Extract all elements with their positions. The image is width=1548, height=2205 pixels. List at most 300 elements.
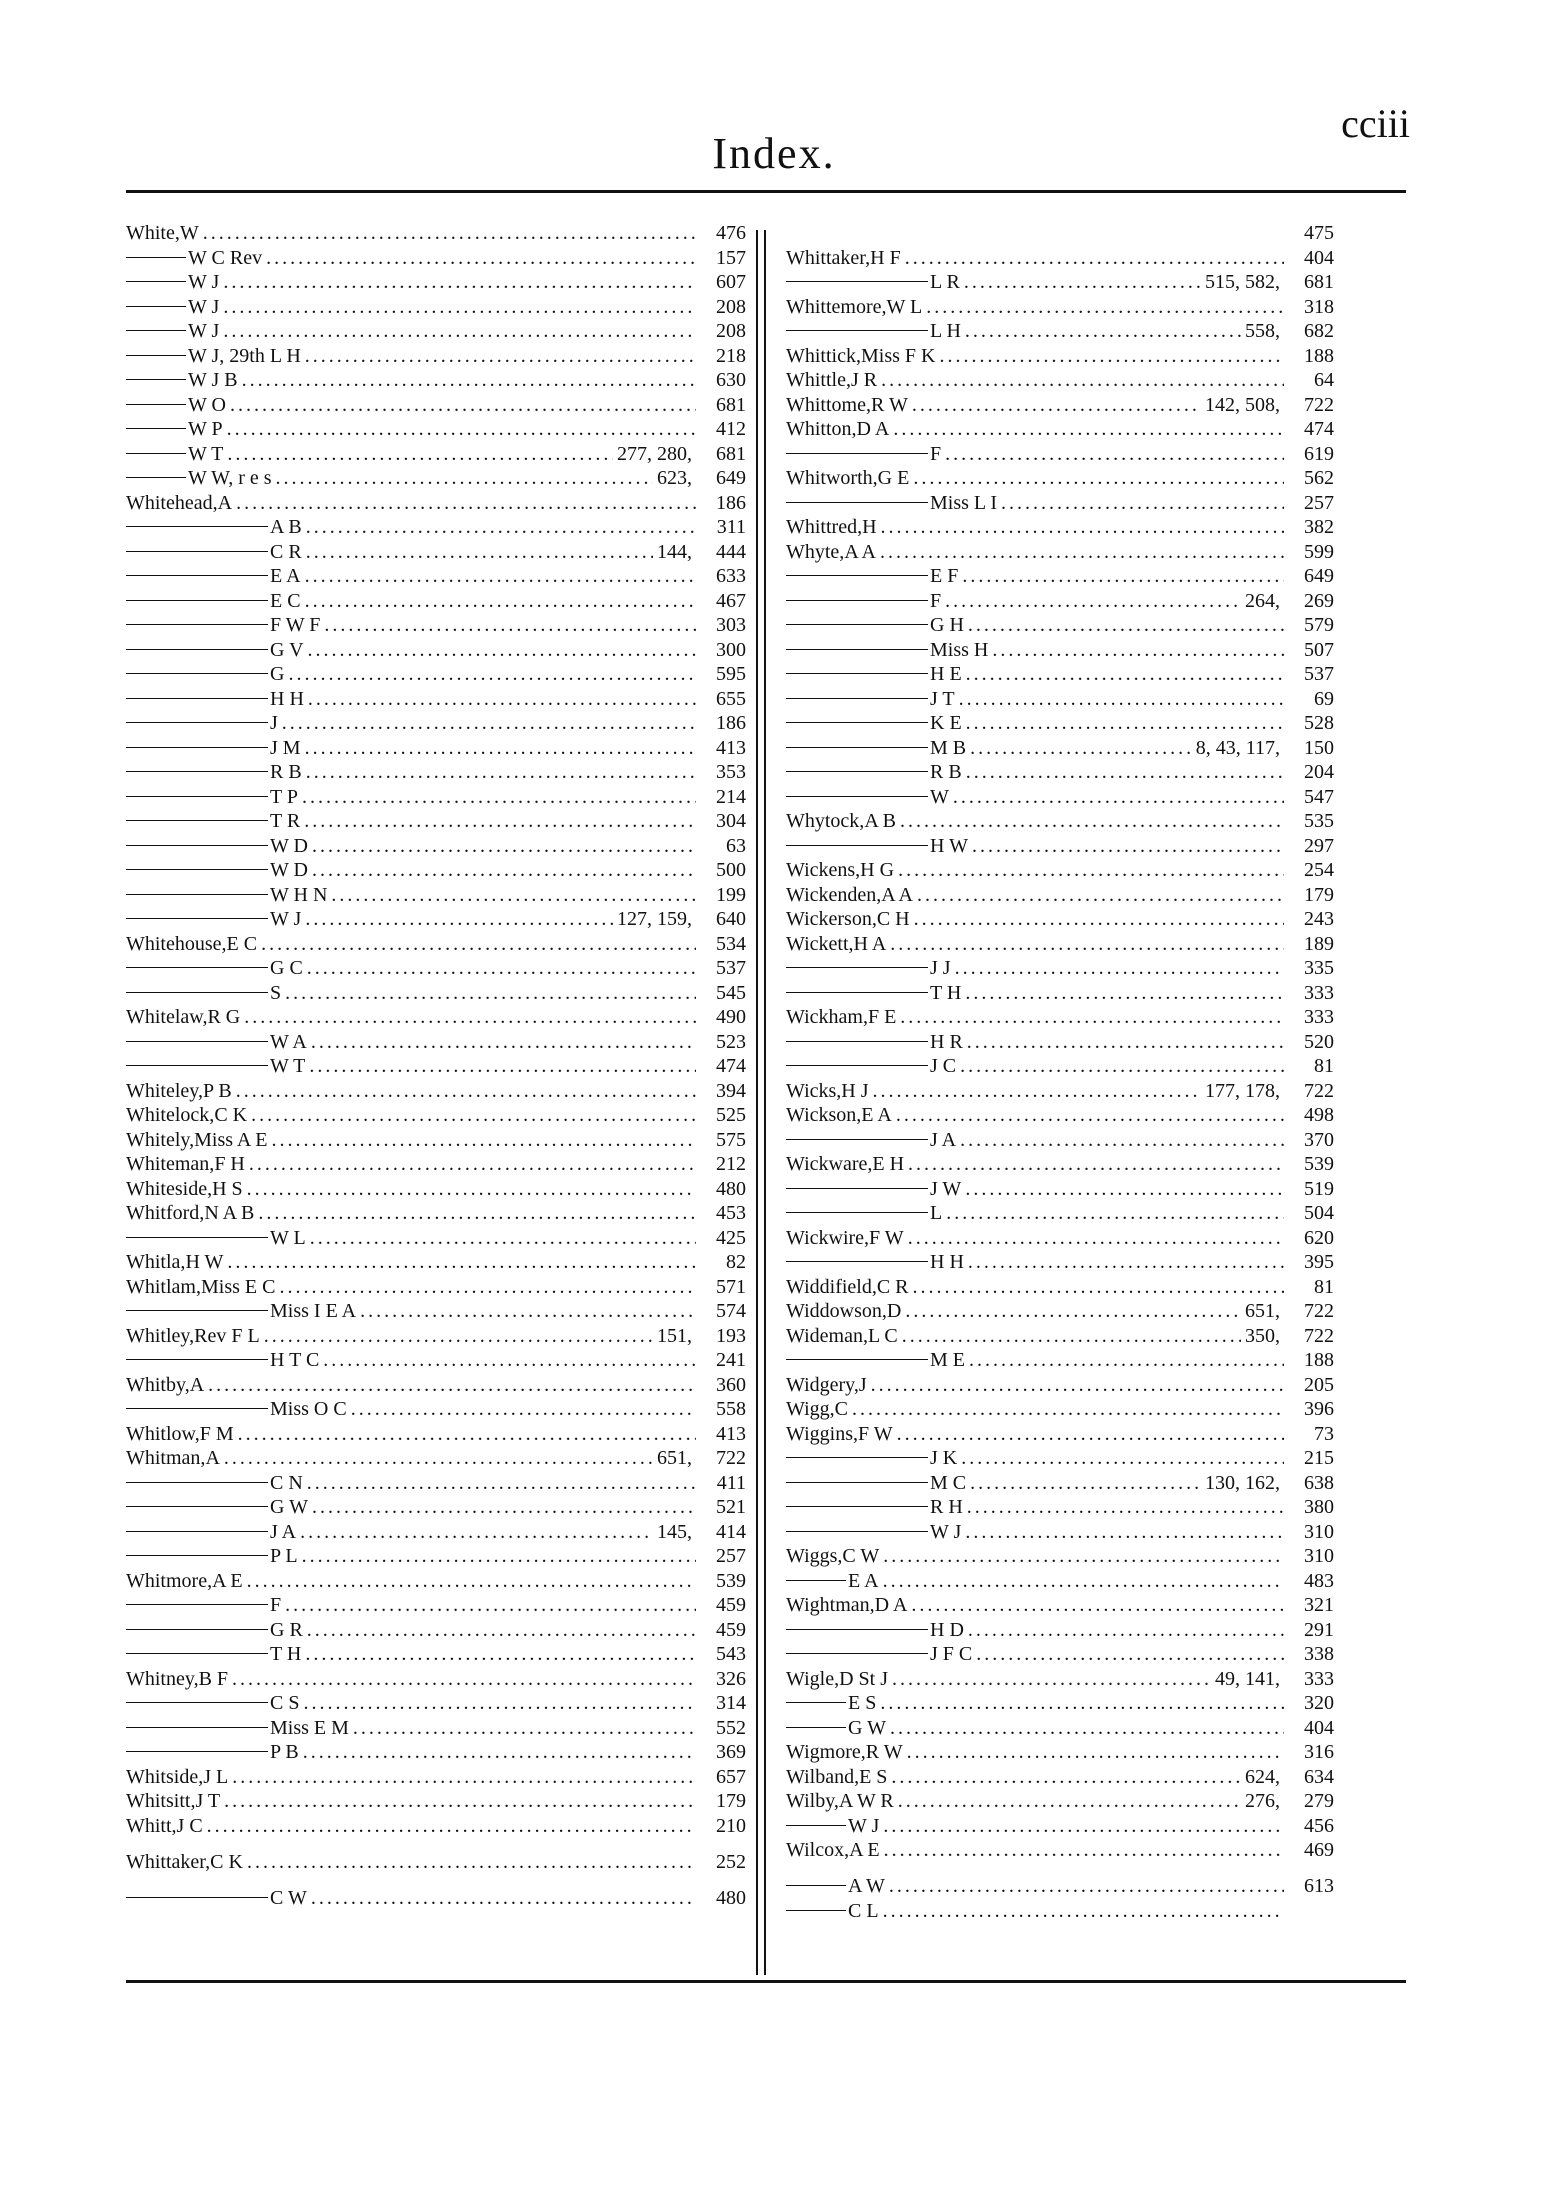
page-ref: 425 <box>716 1226 746 1249</box>
initials: F W <box>857 1422 893 1445</box>
leader-dots <box>244 1006 696 1029</box>
leader-dots <box>300 1521 653 1544</box>
surname: Wickerson, <box>786 908 877 930</box>
initials: A W R <box>838 1790 894 1812</box>
index-entry <box>126 320 746 345</box>
leader-dots <box>227 443 613 466</box>
index-entry <box>126 737 746 762</box>
ditto-dash <box>786 502 928 503</box>
initials: W T <box>270 1055 306 1077</box>
surname: Wickwire, <box>786 1226 870 1249</box>
initials: C N <box>270 1471 303 1494</box>
page-ref: 498 <box>1304 1104 1334 1126</box>
page-ref: 444 <box>716 540 746 563</box>
index-entry <box>126 1178 746 1203</box>
initials: D A <box>874 1594 908 1616</box>
surname: Whittick, <box>786 344 861 367</box>
leader-dots <box>223 271 696 294</box>
leader-dots <box>911 1594 1284 1617</box>
page-ref: 633 <box>716 565 746 587</box>
index-entry <box>786 492 1334 517</box>
ditto-dash <box>786 1212 928 1213</box>
page-ref: 353 <box>716 761 746 783</box>
surname: Whittaker, <box>126 1850 211 1873</box>
index-entry <box>126 1815 746 1851</box>
index-entry <box>786 1717 1334 1742</box>
page-ref: 579 <box>1304 614 1334 636</box>
initials: L R <box>930 271 960 293</box>
index-entry <box>126 1006 746 1031</box>
index-entry <box>126 1472 746 1497</box>
additional-pages: 145, <box>657 1520 692 1543</box>
leader-dots <box>955 957 1284 980</box>
surname: Whitley, <box>126 1324 195 1347</box>
leader-dots <box>285 982 696 1005</box>
index-entry <box>126 1668 746 1693</box>
page-ref: 574 <box>716 1300 746 1322</box>
additional-pages: 515, 582, <box>1205 271 1280 293</box>
page-ref: 504 <box>1304 1202 1334 1224</box>
index-entry <box>126 1300 746 1325</box>
index-entry <box>786 222 1334 247</box>
surname: Whitelaw, <box>126 1006 208 1028</box>
index-entry <box>126 1104 746 1129</box>
leader-dots <box>970 737 1192 760</box>
index-entry <box>786 1202 1334 1227</box>
index-entry <box>786 1766 1334 1791</box>
leader-dots <box>307 957 696 980</box>
page-ref: 539 <box>1304 1153 1334 1175</box>
initials: J A <box>930 1128 957 1151</box>
index-entry <box>786 1545 1334 1570</box>
page-ref: 490 <box>716 1006 746 1028</box>
page-ref: 500 <box>716 859 746 881</box>
initials: W J <box>188 271 220 293</box>
initials: F M <box>199 1422 234 1445</box>
index-entry <box>786 1031 1334 1056</box>
surname: Widdowson, <box>786 1300 887 1322</box>
index-entry <box>786 1790 1334 1815</box>
page-ref: 333 <box>1304 1006 1334 1028</box>
leader-dots <box>873 1080 1201 1103</box>
page-ref: 404 <box>1304 1716 1334 1739</box>
ditto-dash <box>126 1310 268 1311</box>
leader-dots <box>304 810 696 833</box>
initials: A <box>189 1373 205 1396</box>
additional-pages: 177, 178, <box>1205 1079 1280 1102</box>
page-ref: 316 <box>1304 1741 1334 1763</box>
leader-dots <box>247 1570 696 1593</box>
initials: R W <box>865 1741 903 1763</box>
page-ref: 599 <box>1304 540 1334 563</box>
page-ref: 310 <box>1304 1545 1334 1567</box>
leader-dots <box>953 786 1284 809</box>
page-ref: 208 <box>716 295 746 318</box>
page-ref: 474 <box>716 1055 746 1077</box>
surname: Wilcox, <box>786 1839 850 1861</box>
right-index-column <box>786 222 1334 1924</box>
page-ref: 291 <box>1304 1618 1334 1641</box>
initials: W H N <box>270 883 328 906</box>
leader-dots <box>276 467 653 490</box>
index-entry <box>126 418 746 443</box>
leader-dots <box>890 1717 1284 1740</box>
page-ref: 634 <box>1304 1765 1334 1788</box>
ditto-dash <box>126 526 268 527</box>
page-ref: 210 <box>716 1814 746 1837</box>
page-ref: 243 <box>1304 908 1334 930</box>
surname: Whitside, <box>126 1765 204 1788</box>
initials: E H <box>872 1153 905 1175</box>
page-ref: 215 <box>1304 1447 1334 1469</box>
leader-dots <box>880 541 1284 564</box>
ditto-dash <box>786 1506 928 1507</box>
page-ref: 640 <box>716 908 746 930</box>
index-entry <box>786 688 1334 713</box>
index-entry <box>786 933 1334 958</box>
initials: A W <box>848 1875 885 1897</box>
ditto-dash <box>126 330 186 331</box>
index-entry <box>126 1080 746 1105</box>
ditto-dash <box>126 551 268 552</box>
leader-dots <box>962 565 1284 588</box>
page-ref: 64 <box>1314 369 1334 391</box>
index-entry <box>126 271 746 296</box>
leader-dots <box>913 1276 1284 1299</box>
index-entry <box>786 1521 1334 1546</box>
page-ref: 188 <box>1304 1349 1334 1371</box>
leader-dots <box>324 614 696 637</box>
surname: Whitelock, <box>126 1104 215 1126</box>
page-ref: 396 <box>1304 1398 1334 1420</box>
leader-dots <box>230 394 696 417</box>
index-entry <box>786 418 1334 443</box>
additional-pages: 624, <box>1245 1765 1280 1788</box>
initials: J M <box>270 736 301 759</box>
page-ref: 394 <box>716 1079 746 1102</box>
page-ref: 188 <box>1304 344 1334 367</box>
page-ref: 507 <box>1304 638 1334 661</box>
ditto-dash <box>786 845 928 846</box>
leader-dots <box>965 982 1284 1005</box>
top-rule <box>126 190 1406 193</box>
surname: Wickens, <box>786 859 861 881</box>
initials: F <box>930 589 942 612</box>
index-entry <box>126 492 746 517</box>
leader-dots <box>966 712 1284 735</box>
initials: C S <box>270 1692 300 1714</box>
initials: R W <box>870 393 908 416</box>
page-ref: 552 <box>716 1716 746 1739</box>
page-ref: 657 <box>716 1765 746 1788</box>
leader-dots <box>926 296 1284 319</box>
page-ref: 69 <box>1314 687 1334 710</box>
surname: Widdifield, <box>786 1275 877 1298</box>
index-entry <box>126 1227 746 1252</box>
leader-dots <box>966 663 1284 686</box>
initials: M E <box>930 1349 965 1371</box>
leader-dots <box>893 418 1284 441</box>
initials: P L <box>270 1545 298 1567</box>
page-ref: 380 <box>1304 1496 1334 1518</box>
ditto-dash <box>126 575 268 576</box>
leader-dots <box>965 320 1241 343</box>
ditto-dash <box>786 1065 928 1066</box>
additional-pages: 8, 43, 117, <box>1195 736 1280 759</box>
index-entry <box>126 1496 746 1521</box>
index-entry <box>126 933 746 958</box>
index-entry <box>786 1251 1334 1276</box>
leader-dots <box>360 1300 696 1323</box>
initials: B F <box>198 1667 229 1690</box>
index-entry <box>126 884 746 909</box>
index-entry <box>126 1594 746 1619</box>
leader-dots <box>961 1447 1284 1470</box>
page-ref: 558 <box>716 1398 746 1420</box>
index-entry <box>126 859 746 884</box>
initials: H J <box>841 1079 869 1102</box>
surname: Wigmore, <box>786 1741 866 1763</box>
page-ref: 630 <box>716 369 746 391</box>
index-entry <box>126 908 746 933</box>
surname: Wightman, <box>786 1594 875 1616</box>
index-entry <box>786 1815 1334 1840</box>
index-entry <box>786 1349 1334 1374</box>
surname: Whitford, <box>126 1202 205 1224</box>
leader-dots <box>312 1496 696 1519</box>
ditto-dash <box>786 575 928 576</box>
leader-dots <box>889 1875 1284 1898</box>
ditto-dash <box>786 1041 928 1042</box>
ditto-dash <box>126 1408 268 1409</box>
initials: Miss H <box>930 638 989 661</box>
ditto-dash <box>786 771 928 772</box>
initials: H F <box>870 246 901 269</box>
initials: D A <box>856 418 890 440</box>
leader-dots <box>308 688 696 711</box>
index-entry <box>126 614 746 639</box>
page-ref: 404 <box>1304 246 1334 269</box>
initials: G C <box>270 957 303 979</box>
page-ref: 528 <box>1304 712 1334 734</box>
surname: Whitby, <box>126 1373 190 1396</box>
leader-dots <box>945 443 1284 466</box>
index-entry <box>786 247 1334 272</box>
initials: P B <box>270 1741 299 1763</box>
initials: H D <box>930 1618 964 1641</box>
ditto-dash <box>126 600 268 601</box>
initials: Miss O C <box>270 1398 347 1420</box>
index-entry <box>786 296 1334 321</box>
page-ref: 186 <box>716 712 746 734</box>
initials: G <box>270 663 285 685</box>
leader-dots <box>285 1594 696 1617</box>
additional-pages: 144, <box>657 540 692 563</box>
index-entry <box>786 320 1334 345</box>
initials: A <box>205 1447 220 1469</box>
leader-dots <box>939 345 1284 368</box>
leader-dots <box>323 1349 696 1372</box>
index-entry <box>786 1496 1334 1521</box>
ditto-dash <box>786 600 928 601</box>
page-ref: 655 <box>716 687 746 710</box>
initials: Miss I E A <box>270 1300 357 1322</box>
initials: W D <box>270 834 308 857</box>
initials: W L <box>886 295 923 318</box>
page-ref: 649 <box>716 467 746 489</box>
initials: J T <box>930 687 955 710</box>
index-entry <box>126 1031 746 1056</box>
surname: Whiteman, <box>126 1153 215 1175</box>
initials: W T <box>188 442 224 465</box>
page-ref: 681 <box>716 442 746 465</box>
initials: L C <box>867 1324 898 1347</box>
ditto-dash <box>126 453 186 454</box>
surname: Wickson, <box>786 1104 862 1126</box>
page-ref: 333 <box>1304 1667 1334 1690</box>
page-ref: 254 <box>1304 859 1334 881</box>
page-title: Index. <box>712 129 836 178</box>
surname: Wilby, <box>786 1790 839 1812</box>
ditto-dash <box>126 1506 268 1507</box>
ditto-dash <box>126 428 186 429</box>
index-entry <box>786 590 1334 615</box>
initials: E S <box>859 1765 888 1788</box>
index-entry <box>786 1668 1334 1693</box>
ditto-dash <box>786 1910 846 1911</box>
leader-dots <box>891 1766 1241 1789</box>
leader-dots <box>208 1374 696 1397</box>
surname: Whitney, <box>126 1667 199 1690</box>
ditto-dash <box>126 306 186 307</box>
index-entry <box>786 1839 1334 1875</box>
index-entry <box>126 1741 746 1766</box>
leader-dots <box>967 1031 1284 1054</box>
ditto-dash <box>786 1139 928 1140</box>
ditto-dash <box>126 673 268 674</box>
surname: Whitman, <box>126 1447 206 1469</box>
leader-dots <box>305 345 696 368</box>
page-ref: 722 <box>1304 393 1334 416</box>
initials: F <box>930 442 942 465</box>
leader-dots <box>969 1349 1284 1372</box>
page-ref: 722 <box>716 1447 746 1469</box>
index-entry <box>786 1447 1334 1472</box>
page-ref: 722 <box>1304 1079 1334 1102</box>
index-entry <box>126 345 746 370</box>
initials: C W <box>842 1545 880 1567</box>
page-ref: 300 <box>716 638 746 661</box>
index-entry <box>126 541 746 566</box>
leader-dots <box>908 1153 1284 1176</box>
index-entry <box>126 1643 746 1668</box>
index-entry <box>126 1692 746 1717</box>
left-index-column <box>126 222 746 1923</box>
ditto-dash <box>786 624 928 625</box>
page-ref: 360 <box>716 1373 746 1396</box>
page-ref: 214 <box>716 785 746 808</box>
initials: W W, r e s <box>188 467 272 489</box>
initials: T P <box>270 785 298 808</box>
additional-pages: 127, 159, <box>617 908 692 930</box>
index-entry <box>786 1423 1334 1448</box>
surname: Whittome, <box>786 393 871 416</box>
page-ref: 369 <box>716 1741 746 1763</box>
leader-dots <box>960 1055 1284 1078</box>
leader-dots <box>331 884 696 907</box>
page-ref: 204 <box>1304 761 1334 783</box>
initials: H G <box>860 859 895 881</box>
leader-dots <box>912 394 1201 417</box>
ditto-dash <box>126 1531 268 1532</box>
index-entry <box>786 1325 1334 1350</box>
ditto-dash <box>126 869 268 870</box>
initials: F E <box>867 1006 897 1028</box>
leader-dots <box>908 1227 1284 1250</box>
index-entry <box>786 1875 1334 1900</box>
leader-dots <box>223 320 696 343</box>
initials: E A <box>861 1104 892 1126</box>
ditto-dash <box>786 698 928 699</box>
leader-dots <box>224 1447 653 1470</box>
index-entry <box>126 1153 746 1178</box>
page-ref: 483 <box>1304 1569 1334 1592</box>
index-entry <box>786 786 1334 811</box>
page-ref: 476 <box>716 222 746 244</box>
ditto-dash <box>126 379 186 380</box>
page-ref: 722 <box>1304 1300 1334 1322</box>
leader-dots <box>305 908 613 931</box>
leader-dots <box>913 467 1284 490</box>
page-ref: 150 <box>1304 736 1334 759</box>
page-ref: 474 <box>1304 418 1334 440</box>
initials: W J <box>270 908 302 930</box>
initials: Miss E C <box>200 1275 276 1298</box>
index-entry <box>126 1545 746 1570</box>
page-ref: 189 <box>1304 932 1334 955</box>
surname: Wiggs, <box>786 1545 843 1567</box>
leader-dots <box>917 884 1284 907</box>
index-entry <box>126 516 746 541</box>
surname: Wickenden, <box>786 883 882 906</box>
initials: C <box>834 1398 848 1420</box>
index-entry <box>786 663 1334 688</box>
leader-dots <box>279 1276 696 1299</box>
surname: Whitehouse, <box>126 932 227 955</box>
leader-dots <box>898 1790 1241 1813</box>
page-ref: 638 <box>1304 1471 1334 1494</box>
page-ref: 335 <box>1304 957 1334 979</box>
index-entry <box>786 1178 1334 1203</box>
page-ref: 314 <box>716 1692 746 1714</box>
page-ref: 722 <box>1304 1324 1334 1347</box>
surname: Whitworth, <box>786 467 878 489</box>
leader-dots <box>203 222 696 245</box>
initials: L <box>930 1202 943 1224</box>
initials: F H <box>214 1153 245 1175</box>
surname: Whitlow, <box>126 1422 200 1445</box>
page-ref: 193 <box>716 1324 746 1347</box>
leader-dots <box>308 639 696 662</box>
ditto-dash <box>126 281 186 282</box>
page-ref: 519 <box>1304 1177 1334 1200</box>
leader-dots <box>207 1815 696 1838</box>
leader-dots <box>227 418 696 441</box>
initials: W L <box>270 1226 306 1249</box>
initials: R H <box>930 1496 963 1518</box>
leader-dots <box>881 516 1284 539</box>
ditto-dash <box>126 845 268 846</box>
